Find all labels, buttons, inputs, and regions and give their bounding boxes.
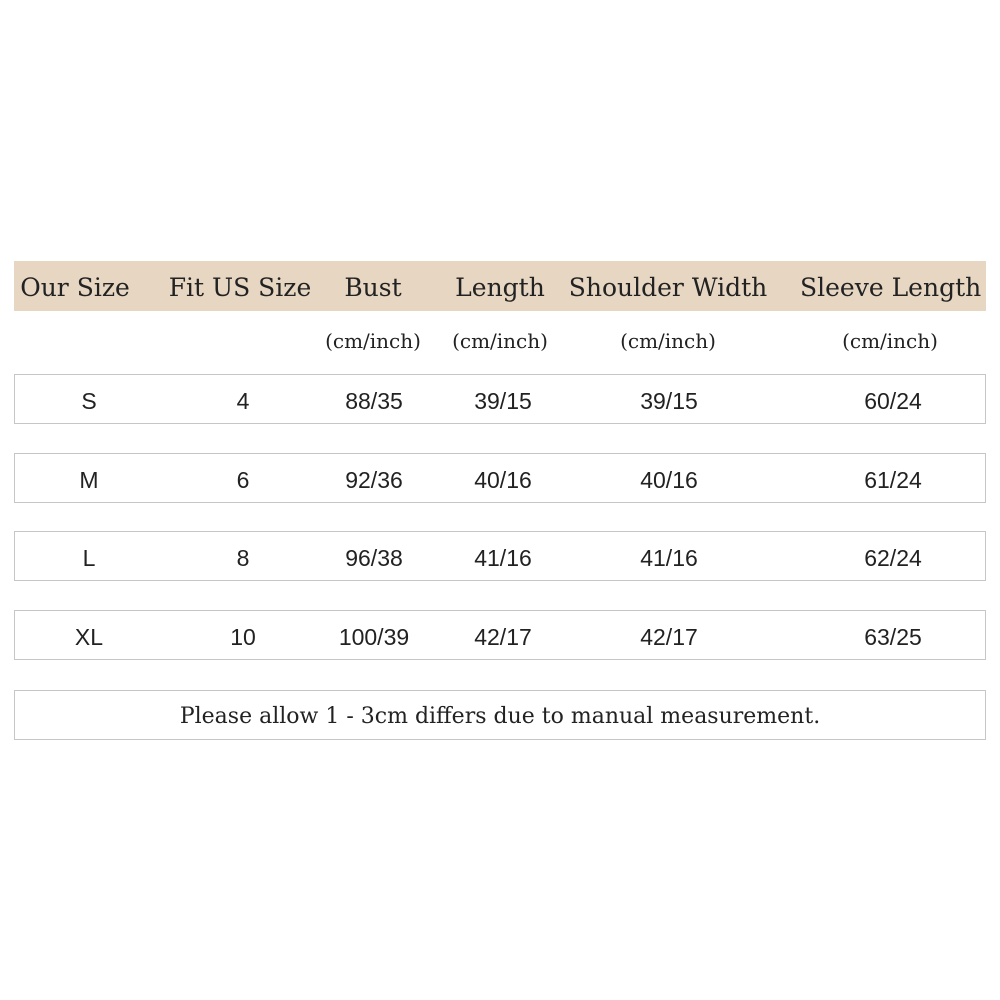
cell-sleeve-length: 62/24: [864, 545, 922, 571]
table-row: [14, 453, 986, 503]
measurement-note: Please allow 1 - 3cm differs due to manual measurement.: [14, 690, 986, 740]
cell-shoulder-width: 40/16: [640, 467, 698, 493]
header-sleeve-length: Sleeve Length: [800, 273, 982, 302]
header-bust: Bust: [344, 273, 402, 302]
cell-shoulder-width: 42/17: [640, 624, 698, 650]
unit-sleeve-length: (cm/inch): [842, 329, 938, 353]
cell-length: 39/15: [474, 388, 532, 414]
cell-shoulder-width: 41/16: [640, 545, 698, 571]
cell-our-size: M: [79, 467, 99, 493]
cell-our-size: XL: [74, 624, 104, 650]
cell-shoulder-width: 39/15: [640, 388, 698, 414]
header-fit-us-size: Fit US Size: [168, 273, 312, 302]
cell-fit-us-size: 4: [236, 388, 250, 414]
cell-bust: 92/36: [345, 467, 403, 493]
cell-sleeve-length: 60/24: [864, 388, 922, 414]
cell-length: 40/16: [474, 467, 532, 493]
cell-bust: 88/35: [345, 388, 403, 414]
cell-sleeve-length: 61/24: [864, 467, 922, 493]
header-shoulder-width: Shoulder Width: [568, 273, 768, 302]
cell-fit-us-size: 10: [230, 624, 256, 650]
header-length: Length: [455, 273, 545, 302]
cell-sleeve-length: 63/25: [864, 624, 922, 650]
table-row: [14, 374, 986, 424]
cell-length: 41/16: [474, 545, 532, 571]
cell-length: 42/17: [474, 624, 532, 650]
cell-our-size: S: [81, 388, 97, 414]
cell-bust: 100/39: [338, 624, 410, 650]
cell-fit-us-size: 6: [236, 467, 250, 493]
table-row: [14, 531, 986, 581]
cell-our-size: L: [82, 545, 96, 571]
cell-fit-us-size: 8: [236, 545, 250, 571]
header-our-size: Our Size: [20, 273, 130, 302]
table-row: [14, 610, 986, 660]
unit-bust: (cm/inch): [325, 329, 421, 353]
unit-shoulder-width: (cm/inch): [620, 329, 716, 353]
cell-bust: 96/38: [345, 545, 403, 571]
unit-length: (cm/inch): [452, 329, 548, 353]
